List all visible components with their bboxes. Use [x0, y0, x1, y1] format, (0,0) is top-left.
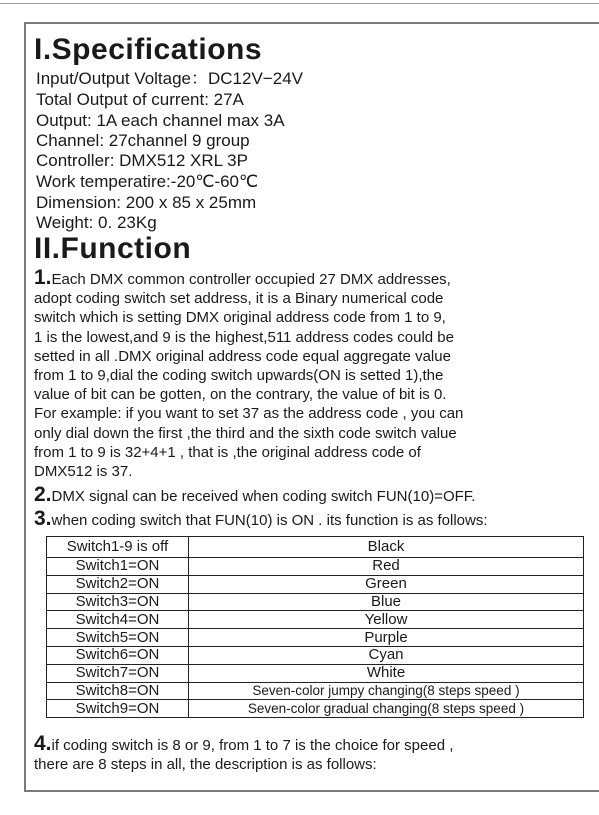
table-row	[47, 629, 584, 647]
function-cell: Blue	[189, 593, 584, 611]
table-row	[47, 646, 584, 664]
table-row	[47, 611, 584, 629]
paragraph-line: switch which is setting DMX original address code from 1 to 9,	[34, 309, 446, 327]
switch-cell: Switch7=ON	[47, 664, 189, 682]
paragraph-line: 1 is the lowest,and 9 is the highest,511 address codes could be	[34, 328, 454, 346]
table-row	[47, 700, 584, 718]
spec-channel: Channel: 27channel 9 group	[36, 131, 250, 150]
paragraph-line: DMX512 is 37.	[34, 463, 133, 481]
paragraph-line: there are 8 steps in all, the description is as follows:	[34, 756, 377, 774]
function-paragraph-3	[34, 509, 488, 530]
paragraph-number: 3.	[34, 507, 52, 530]
function-cell: Red	[189, 558, 584, 576]
paragraph-number: 4.	[34, 732, 52, 755]
spec-controller: Controller: DMX512 XRL 3P	[36, 151, 248, 170]
function-cell: Seven-color gradual changing(8 steps speed )	[189, 700, 584, 718]
function-cell: Yellow	[189, 611, 584, 629]
spec-current: Total Output of current: 27A	[36, 90, 244, 109]
function-paragraph-1	[34, 268, 463, 481]
spec-output: Output: 1A each channel max 3A	[36, 111, 285, 130]
switch-cell: Switch5=ON	[47, 629, 189, 647]
paragraph-line: adopt coding switch set address, it is a Binary numerical code	[34, 290, 444, 308]
paragraph-number: 2.	[34, 483, 52, 506]
specifications-heading: I.Specifications	[34, 33, 263, 66]
switch-cell: Switch9=ON	[47, 700, 189, 718]
paragraph-line: setted in all .DMX original address code equal aggregate value	[34, 347, 451, 365]
function-cell: Green	[189, 575, 584, 593]
switch-cell: Switch2=ON	[47, 575, 189, 593]
table-row	[47, 575, 584, 593]
paragraph-line: Each DMX common controller occupied 27 DMX addresses,	[51, 271, 451, 288]
paragraph-line: when coding switch that FUN(10) is ON . its function is as follows:	[51, 512, 488, 529]
switch-cell: Switch1=ON	[47, 558, 189, 576]
function-heading: II.Function	[34, 232, 192, 265]
function-cell: Black	[189, 537, 584, 558]
function-cell: Seven-color jumpy changing(8 steps speed )	[189, 682, 584, 700]
paragraph-line: from 1 to 9,dial the coding switch upwards(ON is setted 1),the	[34, 367, 444, 385]
switch-cell: Switch4=ON	[47, 611, 189, 629]
function-paragraph-2	[34, 485, 475, 506]
paragraph-line: value of bit can be gotten, on the contrary, the value of bit is 0.	[34, 386, 447, 404]
spec-weight: Weight: 0. 23Kg	[36, 213, 157, 232]
top-border-line	[0, 3, 599, 4]
paragraph-line: For example: if you want to set 37 as the address code , you can	[34, 405, 464, 423]
paragraph-line: from 1 to 9 is 32+4+1 , that is ,the original address code of	[34, 443, 421, 461]
function-paragraph-4	[34, 734, 453, 774]
switch-cell: Switch3=ON	[47, 593, 189, 611]
function-cell: Purple	[189, 629, 584, 647]
table-row	[47, 537, 584, 558]
spec-dimension: Dimension: 200 x 85 x 25mm	[36, 193, 257, 212]
switch-cell: Switch1-9 is off	[47, 537, 189, 558]
function-cell: White	[189, 664, 584, 682]
table-row	[47, 593, 584, 611]
spec-voltage: Input/Output Voltage：DC12V−24V	[36, 69, 303, 88]
spec-temperature: Work temperatire:-20℃-60℃	[36, 172, 259, 191]
table-row	[47, 682, 584, 700]
function-cell: Cyan	[189, 646, 584, 664]
table-row	[47, 558, 584, 576]
paragraph-number: 1.	[34, 266, 52, 289]
switch-function-table	[46, 536, 584, 718]
paragraph-line: only dial down the first ,the third and the sixth code switch value	[34, 424, 457, 442]
table-row	[47, 664, 584, 682]
paragraph-line: DMX signal can be received when coding switch FUN(10)=OFF.	[51, 488, 476, 505]
switch-cell: Switch6=ON	[47, 646, 189, 664]
switch-cell: Switch8=ON	[47, 682, 189, 700]
paragraph-line: if coding switch is 8 or 9, from 1 to 7 is the choice for speed ,	[51, 737, 454, 754]
